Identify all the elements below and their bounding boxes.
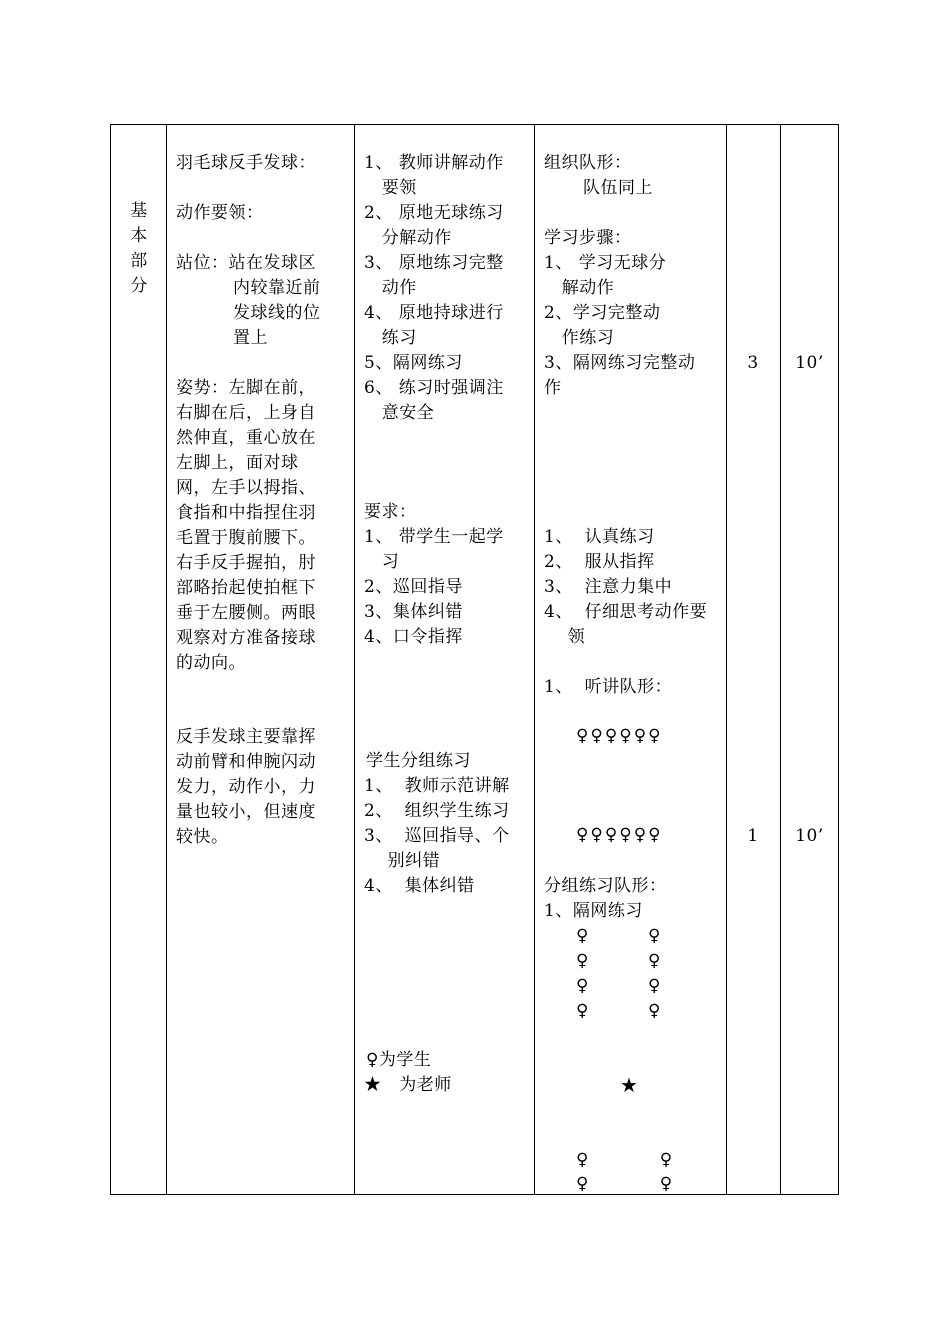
posture-line: 然伸直，重心放在 <box>176 428 316 448</box>
force-line: 动前臂和伸腕闪动 <box>176 752 316 772</box>
net-formation-row: ♀ ♀ <box>576 926 661 946</box>
net-formation-row: ♀ ♀ <box>576 951 661 971</box>
org-value: 队伍同上 <box>583 178 653 198</box>
teacher-step: 4、 原地持球进行 <box>364 303 504 323</box>
teacher-step: 2、 原地无球练习 <box>364 203 504 223</box>
teacher-star-icon: ★ <box>620 1073 639 1097</box>
org-label: 组织队形： <box>544 153 632 173</box>
net-formation-row: ♀ ♀ <box>576 1001 661 1021</box>
section-label-char: 部 <box>130 251 148 271</box>
teacher-step: 5、隔网练习 <box>364 353 463 373</box>
content-title: 羽毛球反手发球： <box>176 153 316 173</box>
column-divider <box>354 125 355 1194</box>
teacher-req: 2、巡回指导 <box>364 577 463 597</box>
teacher-step: 动作 <box>364 278 417 298</box>
posture-line: 毛置于腹前腰下。 <box>176 528 316 548</box>
stance-line: 置上 <box>233 328 268 348</box>
net-formation-row: ♀ ♀ <box>576 976 661 996</box>
stance-line: 内较靠近前 <box>233 278 321 298</box>
force-line: 反手发球主要靠挥 <box>176 727 316 747</box>
teacher-step: 3、 原地练习完整 <box>364 253 504 273</box>
student-step: 2、学习完整动 <box>544 303 661 323</box>
student-req: 3、 注意力集中 <box>544 577 673 597</box>
student-step: 作练习 <box>544 328 615 348</box>
posture-line: 食指和中指捏住羽 <box>176 503 316 523</box>
legend-teacher: ★ 为老师 <box>364 1075 452 1095</box>
section-label-char: 本 <box>130 226 148 246</box>
student-step: 作 <box>544 378 562 398</box>
teacher-step: 练习 <box>364 328 417 348</box>
posture-line: 右手反手握拍，肘 <box>176 553 316 573</box>
posture-line: 垂于左腰侧。两眼 <box>176 603 316 623</box>
count-value: 1 <box>747 826 759 846</box>
stance-line: 发球线的位 <box>233 303 321 323</box>
net-practice-label: 1、隔网练习 <box>544 901 643 921</box>
steps-label: 学习步骤： <box>544 228 632 248</box>
essentials-label: 动作要领： <box>176 203 264 223</box>
column-divider <box>780 125 781 1194</box>
teacher-step: 要领 <box>364 178 417 198</box>
group-practice-item: 1、 教师示范讲解 <box>364 776 510 796</box>
teacher-step: 分解动作 <box>364 228 452 248</box>
legend-student: ♀为学生 <box>366 1050 432 1070</box>
formation-row: ♀♀♀♀♀♀ <box>576 726 663 746</box>
student-step: 3、隔网练习完整动 <box>544 353 696 373</box>
teacher-req: 习 <box>364 552 400 572</box>
teacher-req: 1、 带学生一起学 <box>364 527 504 547</box>
time-value: 10’ <box>795 826 824 846</box>
posture-line: 右脚在后，上身自 <box>176 403 316 423</box>
posture-line: 左脚上，面对球 <box>176 453 299 473</box>
column-divider <box>166 125 167 1194</box>
section-label-char: 分 <box>130 276 148 296</box>
teacher-req: 3、集体纠错 <box>364 602 463 622</box>
student-req: 1、 认真练习 <box>544 527 655 547</box>
posture-line: 观察对方准备接球 <box>176 628 316 648</box>
student-req: 领 <box>544 627 586 647</box>
column-divider <box>726 125 727 1194</box>
posture-line: 姿势：左脚在前， <box>176 378 316 398</box>
posture-line: 部略抬起使拍框下 <box>176 578 316 598</box>
bottom-formation-row: ♀ ♀ <box>576 1174 673 1194</box>
time-value: 10’ <box>795 353 824 373</box>
teacher-step: 1、 教师讲解动作 <box>364 153 504 173</box>
group-practice-item: 别纠错 <box>364 851 441 871</box>
listen-formation-label: 1、 听讲队形： <box>544 677 673 697</box>
column-divider <box>534 125 535 1194</box>
group-practice-item: 4、 集体纠错 <box>364 876 475 896</box>
posture-line: 的动向。 <box>176 653 246 673</box>
teacher-step: 意安全 <box>364 403 435 423</box>
group-formation-label: 分组练习队形： <box>544 876 667 896</box>
group-practice-title: 学生分组练习 <box>366 751 471 771</box>
force-line: 量也较小，但速度 <box>176 802 316 822</box>
stance-line: 站位：站在发球区 <box>176 253 316 273</box>
group-practice-item: 2、 组织学生练习 <box>364 801 510 821</box>
student-step: 1、 学习无球分 <box>544 253 667 273</box>
count-value: 3 <box>747 353 759 373</box>
teacher-step: 6、 练习时强调注 <box>364 378 504 398</box>
force-line: 发力，动作小，力 <box>176 777 316 797</box>
student-req: 2、 服从指挥 <box>544 552 655 572</box>
teacher-req: 4、口令指挥 <box>364 627 463 647</box>
formation-row: ♀♀♀♀♀♀ <box>576 825 663 845</box>
teacher-req-label: 要求： <box>364 502 417 522</box>
bottom-formation-row: ♀ ♀ <box>576 1150 673 1170</box>
posture-line: 网，左手以拇指、 <box>176 478 316 498</box>
student-step: 解动作 <box>544 278 615 298</box>
group-practice-item: 3、 巡回指导、个 <box>364 826 510 846</box>
force-line: 较快。 <box>176 827 229 847</box>
student-req: 4、 仔细思考动作要 <box>544 602 708 622</box>
section-label-char: 基 <box>130 201 148 221</box>
